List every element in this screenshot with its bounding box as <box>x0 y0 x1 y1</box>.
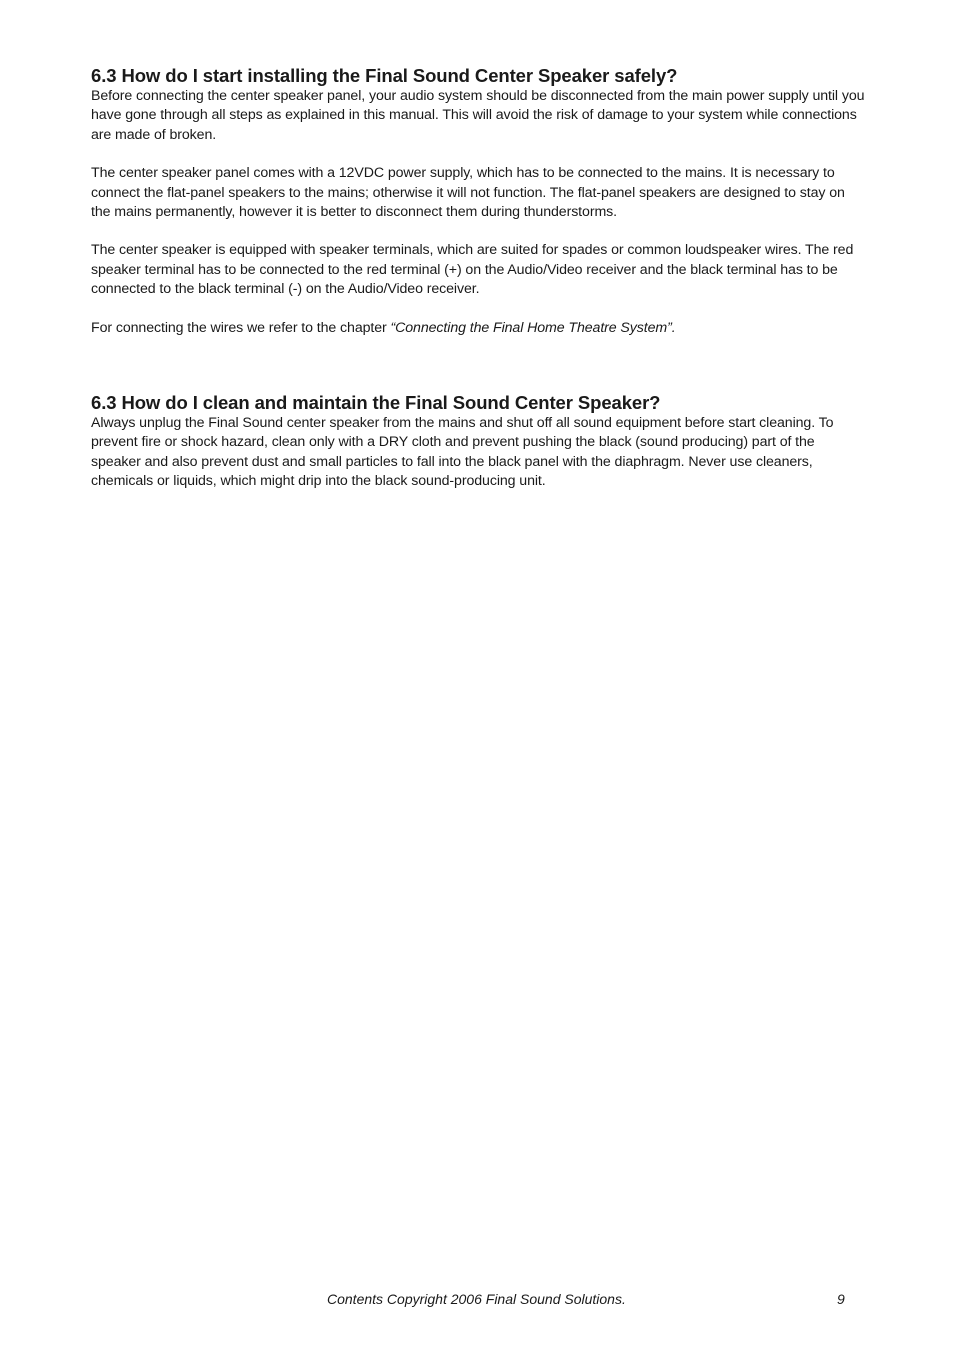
section-spacer <box>91 357 866 391</box>
paragraph-speaker-terminals: The center speaker is equipped with speaker terminals, which are suited for spades or common loudspeaker wires. The red speaker terminal has to be connected to the red terminal (+) on the Audio/Video receiver and the black terminal has to be connected to the black terminal (-) on the Audio/Video receiver. <box>91 242 854 298</box>
installing-section <box>91 64 866 338</box>
footer-copyright: Contents Copyright 2006 Final Sound Solutions. <box>327 1291 626 1307</box>
section-heading-installing: 6.3 How do I start installing the Final Sound Center Speaker safely? <box>91 65 678 86</box>
page-footer <box>0 1291 954 1311</box>
reference-prefix: For connecting the wires we refer to the chapter <box>91 319 391 336</box>
paragraph-wire-reference <box>91 319 866 338</box>
section-heading-cleaning: 6.3 How do I clean and maintain the Final Sound Center Speaker? <box>91 392 661 414</box>
paragraph-disconnect-power: Before connecting the center speaker panel, your audio system should be disconnected from the main power supply until you have gone through all steps as explained in this manual. This will avoid the risk of damage to your system while connections are made of broken. <box>91 88 865 143</box>
page-number: 9 <box>837 1291 845 1307</box>
chapter-reference: “Connecting the Final Home Theatre System”. <box>390 319 676 336</box>
paragraph-cleaning-instructions: Always unplug the Final Sound center speaker from the mains and shut off all sound equipment before start cleaning. To prevent fire or shock hazard, clean only with a DRY cloth and prevent pushing the black (sound producing) part of the speaker and also prevent dust and small particles to fall into the black panel with the diaphragm. Never use cleaners, chemicals or liquids, which might drip into the black sound-producing unit. <box>91 415 834 490</box>
paragraph-power-supply: The center speaker panel comes with a 12VDC power supply, which has to be connected to the mains. It is necessary to connect the flat-panel speakers to the mains; otherwise it will not function. The flat-panel speakers are designed to stay on the mains permanently, however it is better to disconnect them during thunderstorms. <box>91 165 845 221</box>
page-content <box>91 64 866 511</box>
cleaning-section <box>91 391 866 492</box>
